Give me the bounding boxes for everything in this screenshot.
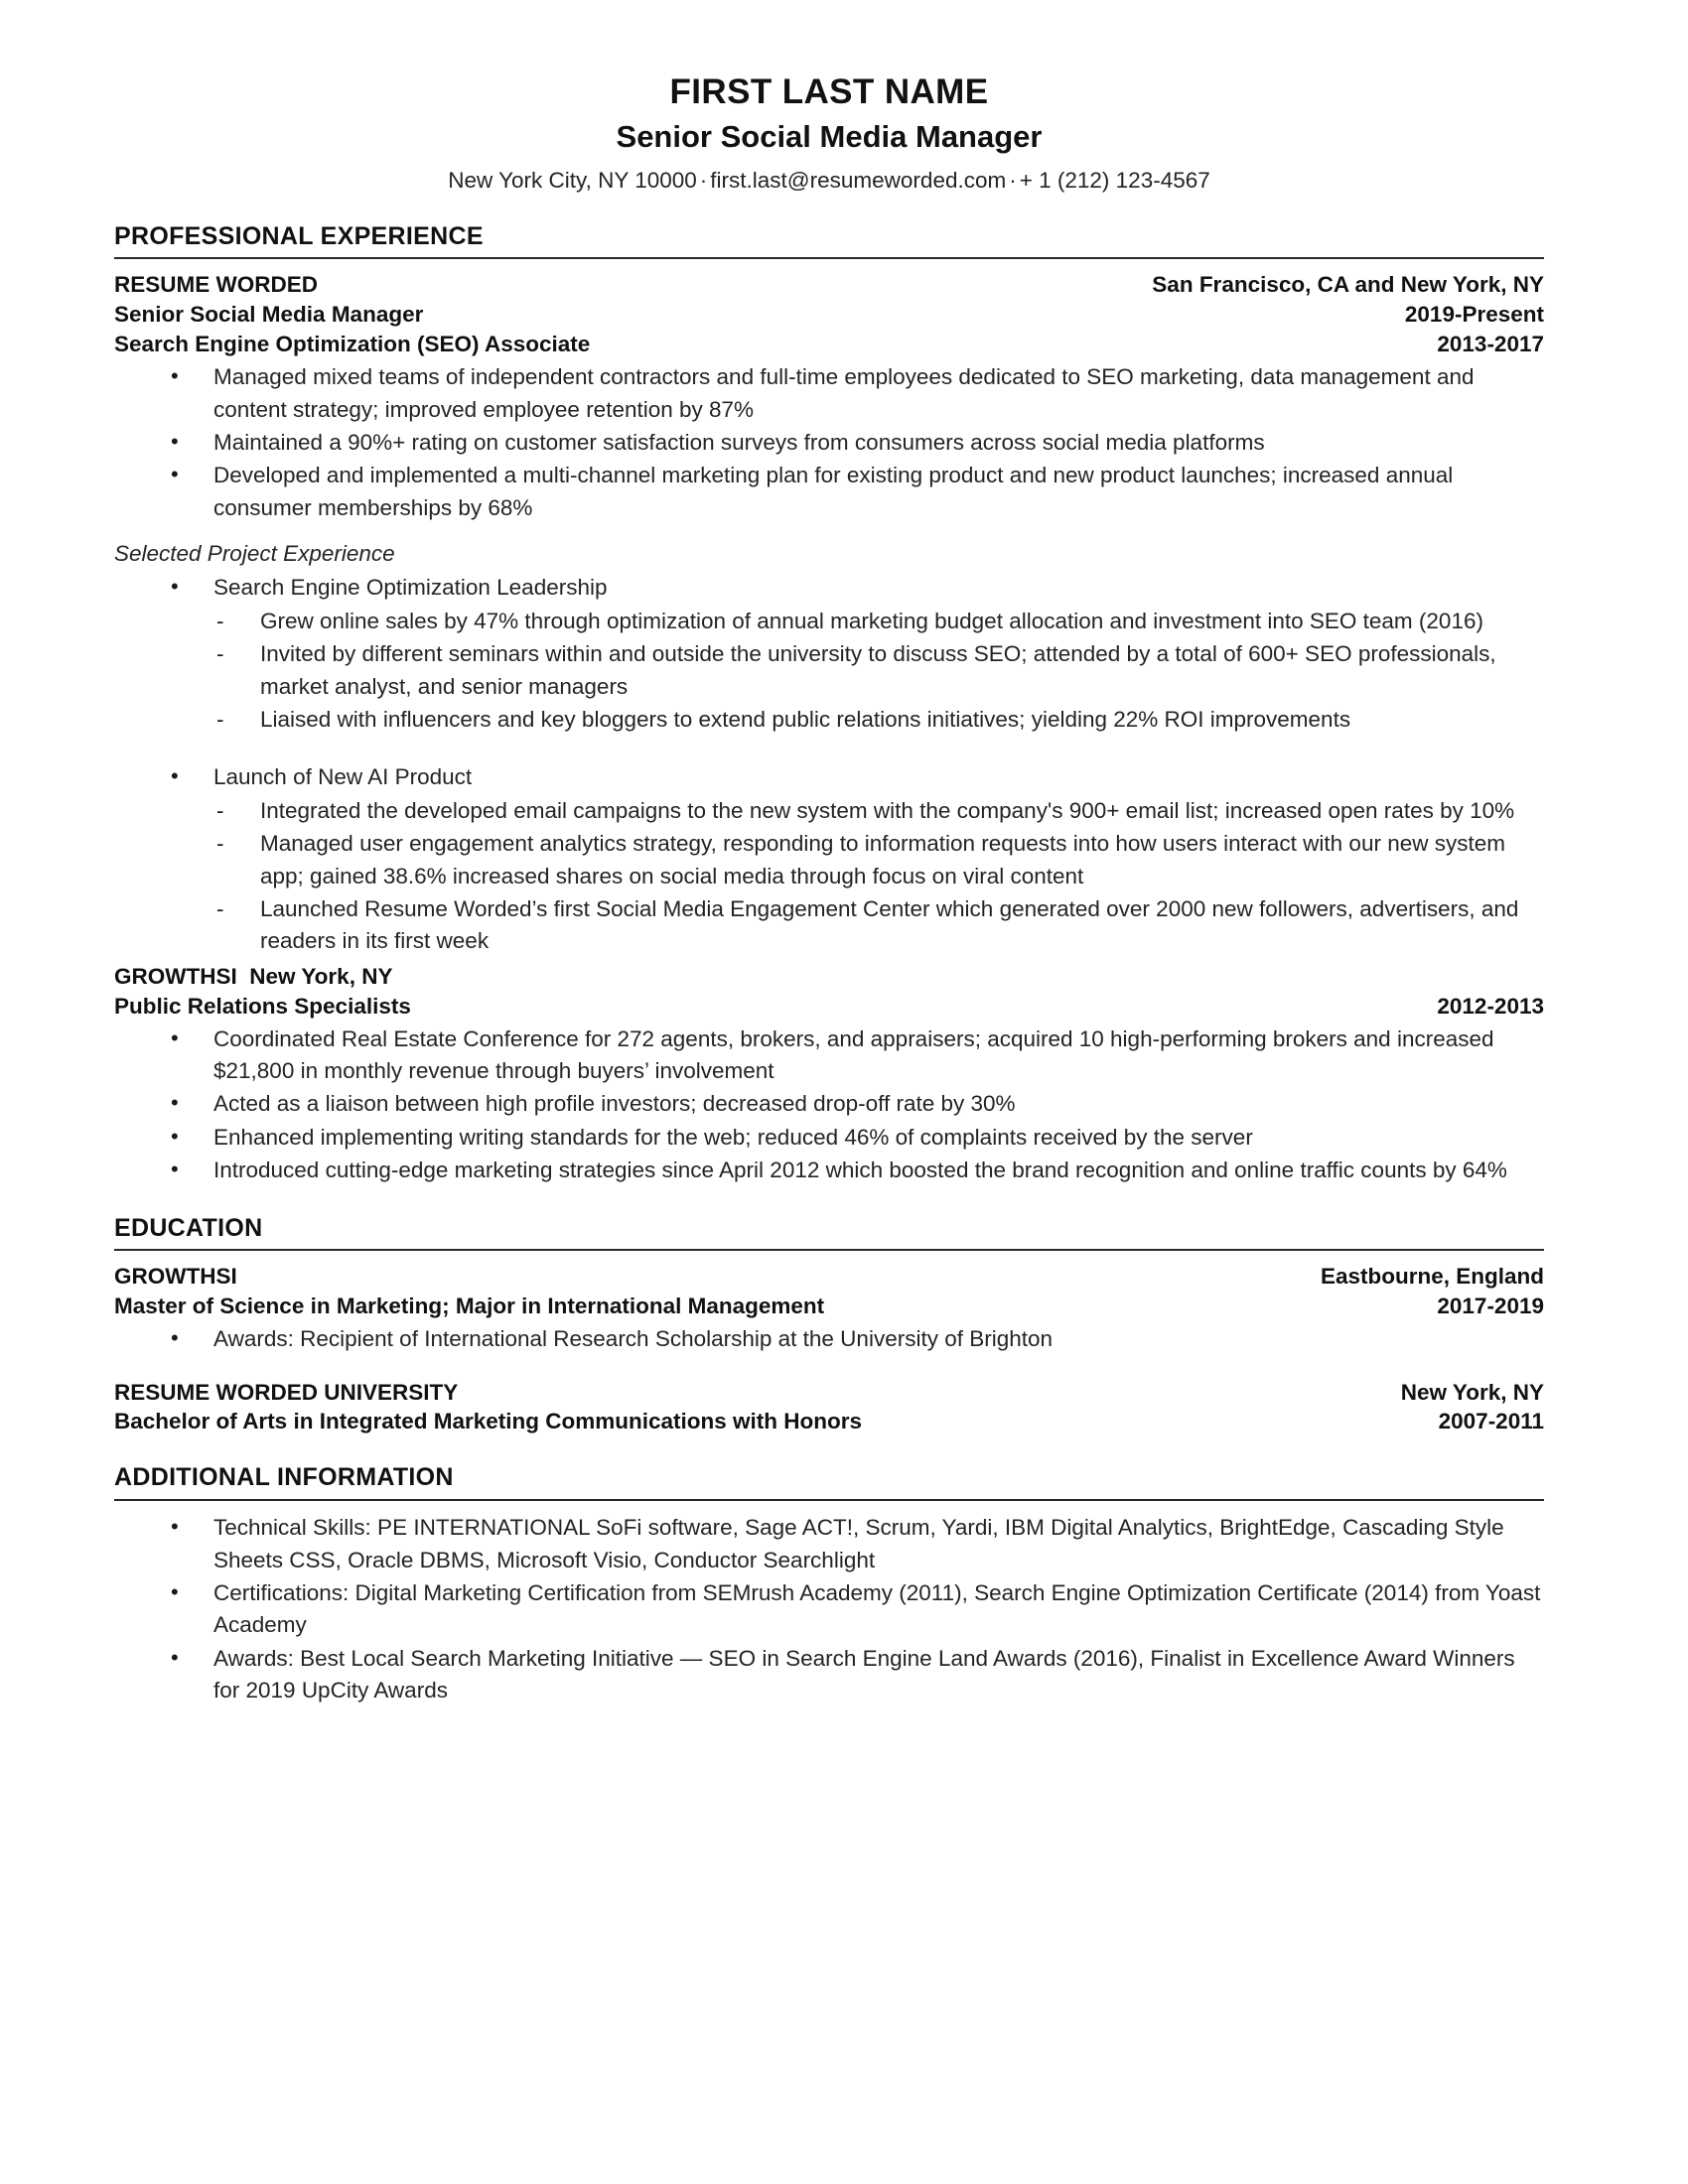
experience-entry-resume-worded: [114, 270, 1544, 957]
additional-bullet-list: [114, 1512, 1544, 1706]
school-row: [114, 1378, 1544, 1408]
education-bullet-list: [114, 1323, 1544, 1355]
school-name: GROWTHSI: [114, 1264, 237, 1290]
section-additional-information: [114, 1463, 1544, 1706]
list-item: • Acted as a liaison between high profile investors; decreased drop-off rate by 30%: [114, 1088, 1544, 1120]
list-item: • Managed mixed teams of independent contractors and full-time employees dedicated to SEO marketing, data management and content strategy; improved employee retention by 87%: [114, 361, 1544, 426]
degree-title: Bachelor of Arts in Integrated Marketing Communications with Honors: [114, 1409, 862, 1434]
project-group-ai-product: [114, 761, 1544, 957]
contact-email[interactable]: first.last@resumeworded.com: [710, 168, 1007, 194]
list-item: • Technical Skills: PE INTERNATIONAL SoFi software, Sage ACT!, Scrum, Yardi, IBM Digital Analytics, BrightEdge, Cascading Style Sheets CSS, Oracle DBMS, Microsoft Visio, Conductor Searchlight: [114, 1512, 1544, 1576]
section-education: [114, 1214, 1544, 1437]
contact-line: [114, 167, 1544, 195]
list-item: - Integrated the developed email campaigns to the new system with the company's 900+ email list; increased open rates by 10%: [114, 795, 1544, 827]
list-item: • Developed and implemented a multi-channel marketing plan for existing product and new product launches; increased annual consumer memberships by 68%: [114, 460, 1544, 524]
school-row: [114, 1262, 1544, 1292]
contact-location: New York City, NY 10000: [448, 168, 697, 194]
list-item: - Liaised with influencers and key bloggers to extend public relations initiatives; yielding 22% ROI improvements: [114, 704, 1544, 736]
list-item: • Awards: Best Local Search Marketing Initiative — SEO in Search Engine Land Awards (2016), Finalist in Excellence Award Winners for 2019 UpCity Awards: [114, 1643, 1544, 1707]
education-spacer: [114, 1360, 1544, 1378]
section-professional-experience: [114, 222, 1544, 1187]
candidate-job-title: Senior Social Media Manager: [616, 119, 1043, 155]
degree-title: Master of Science in Marketing; Major in International Management: [114, 1294, 825, 1319]
school-name: RESUME WORDED UNIVERSITY: [114, 1379, 459, 1405]
role-title: Search Engine Optimization (SEO) Associate: [114, 332, 591, 357]
experience-entry-growthsi: [114, 962, 1544, 1187]
role-row: [114, 992, 1544, 1022]
role-title: Senior Social Media Manager: [114, 302, 424, 328]
selected-project-experience-label: Selected Project Experience: [114, 541, 395, 567]
list-item: • Introduced cutting-edge marketing strategies since April 2012 which boosted the brand recognition and online traffic counts by 64%: [114, 1155, 1544, 1186]
contact-separator-2: ·: [1009, 168, 1017, 194]
role-row-1: [114, 300, 1544, 330]
degree-dates: 2007-2011: [1438, 1409, 1544, 1434]
degree-row: [114, 1407, 1544, 1436]
list-item: • Coordinated Real Estate Conference for 272 agents, brokers, and appraisers; acquired 10 high-performing brokers and increased $21,800 in monthly revenue through buyers’ involvement: [114, 1024, 1544, 1088]
role-dates: 2019-Present: [1404, 302, 1544, 328]
project-title-list: [114, 761, 1544, 793]
list-item: - Managed user engagement analytics strategy, responding to information requests into how users interact with our new system app; gained 38.6% increased shares on social media through focus on viral content: [114, 828, 1544, 892]
company-location: San Francisco, CA and New York, NY: [1152, 272, 1544, 298]
role-dates: 2013-2017: [1437, 332, 1544, 357]
section-title-experience: PROFESSIONAL EXPERIENCE: [114, 221, 484, 250]
school-location: Eastbourne, England: [1320, 1264, 1544, 1290]
degree-row: [114, 1292, 1544, 1321]
list-item: • Awards: Recipient of International Research Scholarship at the University of Brighton: [114, 1323, 1544, 1355]
list-item: • Search Engine Optimization Leadership: [114, 572, 1544, 604]
role-title: Public Relations Specialists: [114, 993, 411, 1019]
school-location: New York, NY: [1400, 1379, 1544, 1405]
education-entry-growthsi: [114, 1262, 1544, 1355]
education-entry-resume-worded-university: [114, 1378, 1544, 1437]
section-divider-experience: [114, 257, 1544, 259]
list-item: • Launch of New AI Product: [114, 761, 1544, 793]
role-dates: 2012-2013: [1437, 993, 1544, 1019]
company-row: [114, 270, 1544, 300]
list-item: - Grew online sales by 47% through optimization of annual marketing budget allocation and investment into SEO team (2016): [114, 606, 1544, 637]
list-item: - Invited by different seminars within and outside the university to discuss SEO; attended by a total of 600+ SEO professionals, market analyst, and senior managers: [114, 638, 1544, 703]
company-name-and-location: GROWTHSI New York, NY: [114, 963, 393, 989]
experience-bullet-list: [114, 1024, 1544, 1187]
company-name: RESUME WORDED: [114, 272, 319, 298]
resume-header: [114, 71, 1544, 196]
project-detail-list: [114, 795, 1544, 958]
candidate-name: FIRST LAST NAME: [669, 72, 989, 111]
project-title-list: [114, 572, 1544, 604]
contact-phone: + 1 (212) 123-4567: [1019, 168, 1210, 194]
experience-bullet-list: [114, 361, 1544, 524]
role-row-2: [114, 330, 1544, 359]
list-item: • Maintained a 90%+ rating on customer satisfaction surveys from consumers across social media platforms: [114, 427, 1544, 459]
project-group-seo-leadership: [114, 572, 1544, 736]
list-item: • Certifications: Digital Marketing Certification from SEMrush Academy (2011), Search Engine Optimization Certificate (2014) from Yoast Academy: [114, 1577, 1544, 1642]
section-divider-additional: [114, 1499, 1544, 1501]
section-divider-education: [114, 1249, 1544, 1251]
section-title-education: EDUCATION: [114, 1213, 263, 1242]
list-item: • Enhanced implementing writing standards for the web; reduced 46% of complaints received by the server: [114, 1122, 1544, 1154]
project-detail-list: [114, 606, 1544, 737]
section-title-additional: ADDITIONAL INFORMATION: [114, 1463, 454, 1492]
degree-dates: 2017-2019: [1437, 1294, 1544, 1319]
list-item: - Launched Resume Worded’s first Social Media Engagement Center which generated over 2000 new followers, advertisers, and readers in its first week: [114, 893, 1544, 958]
contact-separator-1: ·: [699, 168, 708, 194]
